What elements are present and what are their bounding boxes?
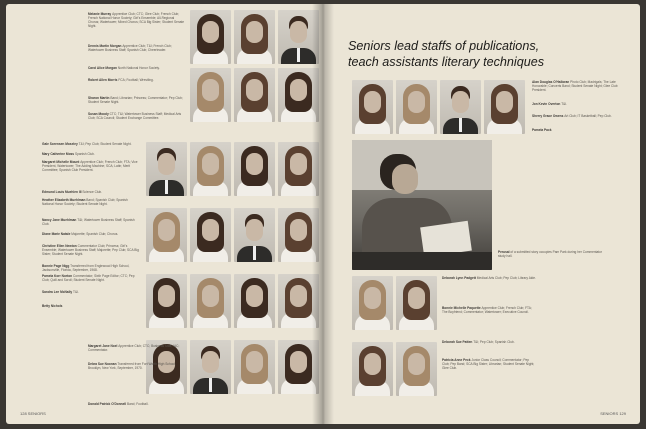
portrait-photo bbox=[234, 142, 275, 196]
student-caption bbox=[42, 290, 140, 294]
student-name: Melanie Murray bbox=[88, 12, 113, 16]
student-name: Margaret Jane Noel bbox=[88, 344, 119, 348]
student-caption bbox=[88, 112, 186, 120]
portrait-photo bbox=[190, 68, 231, 122]
student-name: Dennis Martin Morgan bbox=[88, 44, 123, 48]
student-activities: Apprentice Club; French Club; FTA; The Boyfriend; Commentator; Watertower; Executive Council. bbox=[442, 306, 532, 314]
headline-line-2: teach assistants literary techniques bbox=[348, 55, 545, 69]
portrait-photo bbox=[278, 10, 319, 64]
student-name: Donald Patrick O'Donnell bbox=[88, 402, 128, 406]
student-activities: Apprentice Club; CTC; Glee Club; French Club; French National Honor Society; Girl's Ensemble; All-Regional Chorus; Watertower; Mixed Chorus; SCA Big Sister; Student Senate Night. bbox=[88, 12, 185, 28]
student-activities: Transferred from Englewood High School, Jacksonville, Florida, September, 1968. bbox=[42, 264, 130, 272]
student-name: Sandra Lee McNally bbox=[42, 290, 74, 294]
student-activities: Majorette; Spanish Club; Chorus. bbox=[71, 232, 119, 236]
portrait-photo bbox=[234, 340, 275, 394]
student-caption bbox=[442, 306, 536, 314]
portrait-photo bbox=[278, 142, 319, 196]
student-caption bbox=[532, 102, 626, 106]
student-activities: Photo Club; Madrigals; The Late Honorable; Concerts Band; Student Senate Night; Glee Club President. bbox=[532, 80, 618, 92]
student-activities: T&I; Pep Club; Student Senate Night. bbox=[78, 142, 132, 146]
portrait-photo bbox=[234, 274, 275, 328]
student-caption bbox=[532, 128, 626, 132]
student-caption bbox=[42, 232, 140, 236]
student-activities: Apprentice Club; CTC; Business Staff; IAC; Commentator. bbox=[88, 344, 180, 352]
portrait-photo bbox=[352, 342, 393, 396]
student-caption bbox=[442, 340, 536, 344]
candid-caption-text: of a submitted story occupies Pam Park during her Commentator study hall. bbox=[498, 250, 603, 258]
student-activities: Art Club; IT Basketball; Pep Club. bbox=[564, 114, 612, 118]
portrait-photo bbox=[278, 68, 319, 122]
student-name: Carol Alice Morgan bbox=[88, 66, 118, 70]
portrait-photo bbox=[278, 208, 319, 262]
portrait-photo bbox=[190, 208, 231, 262]
portrait-photo bbox=[352, 276, 393, 330]
student-caption bbox=[42, 198, 140, 206]
student-name: Deborah Sue Patten bbox=[442, 340, 474, 344]
student-activities: Apprentice Club; French Club; FTA; Vice President, Watertower; The Adding Machine; SCA; Latin; Merit Committee; Spanish Club President. bbox=[42, 160, 138, 172]
portrait-photo bbox=[146, 274, 187, 328]
candid-photo bbox=[352, 140, 492, 270]
student-caption bbox=[88, 402, 186, 406]
student-caption bbox=[88, 96, 186, 104]
student-name: Alan Douglas O'Halloran bbox=[532, 80, 571, 84]
student-activities: Science Club. bbox=[82, 190, 103, 194]
student-caption bbox=[42, 152, 140, 156]
portrait-photo bbox=[146, 142, 187, 196]
student-activities: Junior Class Council; Commentator; Pep Club; Pep Band; SCA Big Sister; Librarian; Student Senate Night; Glee Club. bbox=[442, 358, 535, 370]
student-name: Robert Allen Morris bbox=[88, 78, 119, 82]
student-caption bbox=[532, 80, 626, 92]
student-caption bbox=[88, 344, 186, 352]
portrait-photo bbox=[278, 274, 319, 328]
student-caption bbox=[42, 160, 140, 172]
student-name: Mary Catherine Moss bbox=[42, 152, 75, 156]
portrait-photo bbox=[396, 342, 437, 396]
portrait-photo bbox=[190, 274, 231, 328]
left-page bbox=[6, 4, 322, 424]
student-name: Sherry Grace Owens bbox=[532, 114, 565, 118]
student-activities: Commentator; Sixth Page Editor; CTC; Pep Club; Quill and Scroll; Student Senate Night. bbox=[42, 274, 135, 282]
portrait-photo bbox=[396, 80, 437, 134]
student-activities: FCA; Football; Wrestling. bbox=[118, 78, 154, 82]
student-caption bbox=[42, 304, 140, 308]
student-name: Diane Marie Natale bbox=[42, 232, 72, 236]
page-headline bbox=[348, 38, 618, 70]
student-name: Debra Sue Noonan bbox=[88, 362, 118, 366]
student-activities: CTC; T&I; Watertower Business Staff; Medical Arts Club; SCA Council; Student Exchange Committee. bbox=[88, 112, 182, 120]
portrait-photo bbox=[234, 68, 275, 122]
student-activities: Band; Spanish Club; Spanish National Honor Society; Student Senate Night. bbox=[42, 198, 128, 206]
student-activities: T&I. bbox=[561, 102, 568, 106]
student-activities: Band; Librarian; Princess; Commentator; Pep Club; Student Senate Night. bbox=[88, 96, 183, 104]
student-caption bbox=[442, 358, 536, 370]
student-activities: Spanish Club. bbox=[74, 152, 95, 156]
portrait-photo bbox=[234, 208, 275, 262]
student-name: Gale Sorensen Moseley bbox=[42, 142, 79, 146]
student-name: Betty Nichols bbox=[42, 304, 63, 308]
student-name: Bonnie Page Nigg bbox=[42, 264, 71, 268]
portrait-photo bbox=[484, 80, 525, 134]
student-caption bbox=[88, 44, 186, 52]
student-caption bbox=[442, 276, 536, 280]
student-caption bbox=[42, 244, 140, 256]
student-name: Susan Moody bbox=[88, 112, 110, 116]
student-caption bbox=[42, 190, 140, 194]
portrait-photo bbox=[190, 142, 231, 196]
student-activities: Medical Arts Club; Pep Club; Library Aide. bbox=[476, 276, 536, 280]
portrait-photo bbox=[234, 10, 275, 64]
student-caption bbox=[42, 264, 140, 272]
portrait-photo bbox=[440, 80, 481, 134]
student-name: Christine Ellen Newton bbox=[42, 244, 78, 248]
student-activities: Commentator Club; Princess; Girl's Ensemble; Watertower Business Staff; Majorette; Pep Club; SCA Big Sister; Student Senate Night. bbox=[42, 244, 139, 256]
portrait-photo bbox=[146, 208, 187, 262]
student-caption bbox=[88, 362, 186, 370]
student-activities: T&I; Pep Club; Spanish Club. bbox=[473, 340, 515, 344]
portrait-photo bbox=[396, 276, 437, 330]
candid-caption-lead: Perusal bbox=[498, 250, 510, 254]
student-name: Edmund Louis Muehlen III bbox=[42, 190, 83, 194]
student-name: Jon Kevin Overton bbox=[532, 102, 562, 106]
student-activities: T&I. bbox=[73, 290, 79, 294]
left-folio: 128 SENIORS bbox=[20, 411, 46, 416]
student-name: Pamela Pack bbox=[532, 128, 552, 132]
student-name: Deborah Lynn Padgett bbox=[442, 276, 477, 280]
portrait-photo bbox=[352, 80, 393, 134]
headline-line-1: Seniors lead staffs of publications, bbox=[348, 39, 540, 53]
portrait-photo bbox=[278, 340, 319, 394]
student-caption bbox=[42, 274, 140, 282]
student-caption bbox=[88, 78, 186, 82]
student-name: Heather Elizabeth Muehlman bbox=[42, 198, 87, 202]
candid-photo-caption bbox=[498, 250, 608, 258]
student-activities: Apprentice Club; T&I; French Club; Watertower Business Staff; Spanish Club; Cheerleader. bbox=[88, 44, 172, 52]
student-caption bbox=[532, 114, 626, 118]
portrait-photo bbox=[190, 10, 231, 64]
student-caption bbox=[88, 66, 186, 70]
student-caption bbox=[42, 142, 140, 146]
student-name: Patricia Anne Peck bbox=[442, 358, 472, 362]
right-page bbox=[322, 4, 640, 424]
student-name: Pamela Korr Norton bbox=[42, 274, 73, 278]
student-caption bbox=[88, 12, 186, 28]
student-name: Nancy Jane Muehlman bbox=[42, 218, 78, 222]
student-caption bbox=[42, 218, 140, 226]
portrait-photo bbox=[190, 340, 231, 394]
student-activities: T&I; Watertower Business Staff; Spanish Club. bbox=[42, 218, 135, 226]
student-name: Margaret Michelle Mount bbox=[42, 160, 81, 164]
right-folio: SENIORS 129 bbox=[600, 411, 626, 416]
student-activities: North National Honor Society. bbox=[117, 66, 160, 70]
student-activities: Transferred from Fort Worth High School, Brooklyn, New York, September, 1970. bbox=[88, 362, 176, 370]
student-activities: Band; Football. bbox=[127, 402, 149, 406]
student-name: Sharon Martin bbox=[88, 96, 111, 100]
student-name: Bonnie Michelle Paquette bbox=[442, 306, 482, 310]
